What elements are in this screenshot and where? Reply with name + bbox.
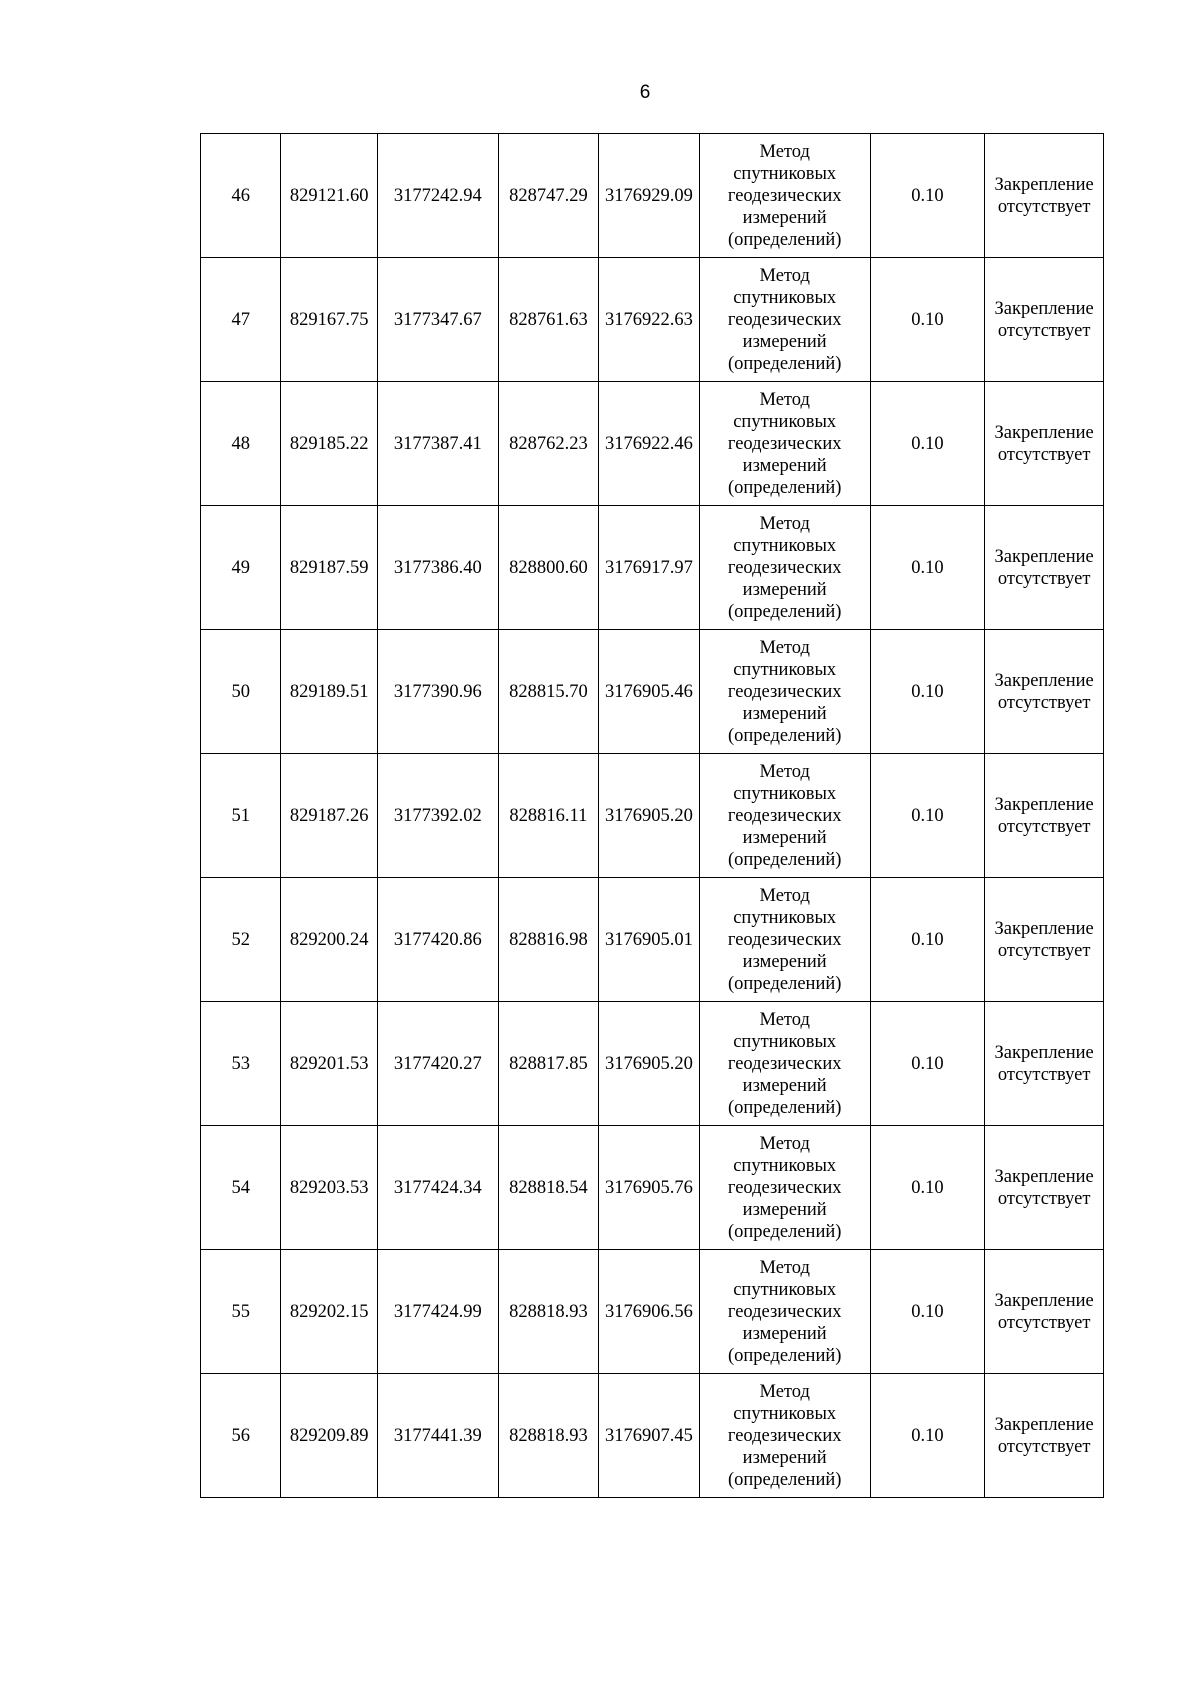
x1-coordinate-cell: 829209.89 <box>281 1374 378 1498</box>
fixing-cell <box>985 506 1104 630</box>
precision-cell: 0.10 <box>870 1250 985 1374</box>
method-cell <box>699 506 870 630</box>
precision-cell: 0.10 <box>870 1374 985 1498</box>
method-line: Метод <box>759 761 810 782</box>
method-line: Метод <box>759 637 810 658</box>
method-line: спутниковых <box>733 535 837 556</box>
x1-coordinate-cell: 829185.22 <box>281 382 378 506</box>
table-body <box>201 134 1104 1498</box>
method-line: измерений <box>742 1075 827 1096</box>
method-cell <box>699 382 870 506</box>
x1-coordinate-cell: 829200.24 <box>281 878 378 1002</box>
table-row <box>201 134 1104 258</box>
method-line: спутниковых <box>733 163 837 184</box>
x2-coordinate-cell: 828761.63 <box>498 258 599 382</box>
point-number-cell: 48 <box>201 382 281 506</box>
page-number: 6 <box>639 82 651 103</box>
y1-coordinate-cell: 3177387.41 <box>377 382 498 506</box>
fixing-line: Закрепление <box>994 1166 1094 1187</box>
method-line: (определений) <box>727 1221 842 1242</box>
method-cell <box>699 134 870 258</box>
y1-coordinate-cell: 3177347.67 <box>377 258 498 382</box>
point-number-cell: 46 <box>201 134 281 258</box>
table-row <box>201 878 1104 1002</box>
y2-coordinate-cell: 3176917.97 <box>599 506 700 630</box>
y2-coordinate-cell: 3176922.63 <box>599 258 700 382</box>
method-line: (определений) <box>727 601 842 622</box>
fixing-line: Закрепление <box>994 546 1094 567</box>
x2-coordinate-cell: 828818.54 <box>498 1126 599 1250</box>
method-line: (определений) <box>727 725 842 746</box>
y1-coordinate-cell: 3177424.34 <box>377 1126 498 1250</box>
x1-coordinate-cell: 829187.26 <box>281 754 378 878</box>
precision-cell: 0.10 <box>870 506 985 630</box>
method-line: измерений <box>742 331 827 352</box>
y2-coordinate-cell: 3176929.09 <box>599 134 700 258</box>
method-line: измерений <box>742 579 827 600</box>
fixing-line: отсутствует <box>997 1064 1091 1085</box>
point-number-cell: 54 <box>201 1126 281 1250</box>
precision-cell: 0.10 <box>870 754 985 878</box>
method-line: Метод <box>759 141 810 162</box>
y2-coordinate-cell: 3176906.56 <box>599 1250 700 1374</box>
x1-coordinate-cell: 829167.75 <box>281 258 378 382</box>
point-number-cell: 47 <box>201 258 281 382</box>
method-line: Метод <box>759 265 810 286</box>
method-cell <box>699 1002 870 1126</box>
y2-coordinate-cell: 3176905.76 <box>599 1126 700 1250</box>
method-line: (определений) <box>727 973 842 994</box>
point-number-cell: 51 <box>201 754 281 878</box>
method-line: геодезических <box>727 1425 842 1446</box>
method-line: геодезических <box>727 929 842 950</box>
precision-cell: 0.10 <box>870 630 985 754</box>
x1-coordinate-cell: 829187.59 <box>281 506 378 630</box>
x1-coordinate-cell: 829203.53 <box>281 1126 378 1250</box>
point-number-cell: 52 <box>201 878 281 1002</box>
x1-coordinate-cell: 829202.15 <box>281 1250 378 1374</box>
fixing-line: отсутствует <box>997 196 1091 217</box>
method-cell <box>699 630 870 754</box>
method-line: измерений <box>742 1199 827 1220</box>
method-line: Метод <box>759 389 810 410</box>
x2-coordinate-cell: 828816.11 <box>498 754 599 878</box>
y2-coordinate-cell: 3176905.20 <box>599 1002 700 1126</box>
method-line: спутниковых <box>733 907 837 928</box>
x2-coordinate-cell: 828816.98 <box>498 878 599 1002</box>
y1-coordinate-cell: 3177390.96 <box>377 630 498 754</box>
method-line: геодезических <box>727 1177 842 1198</box>
table-row <box>201 630 1104 754</box>
y1-coordinate-cell: 3177424.99 <box>377 1250 498 1374</box>
fixing-cell <box>985 754 1104 878</box>
method-line: геодезических <box>727 557 842 578</box>
fixing-line: Закрепление <box>994 298 1094 319</box>
method-line: спутниковых <box>733 287 837 308</box>
precision-cell: 0.10 <box>870 258 985 382</box>
precision-cell: 0.10 <box>870 1126 985 1250</box>
method-cell <box>699 754 870 878</box>
x2-coordinate-cell: 828818.93 <box>498 1250 599 1374</box>
table-row <box>201 506 1104 630</box>
method-line: спутниковых <box>733 411 837 432</box>
fixing-line: Закрепление <box>994 1290 1094 1311</box>
x2-coordinate-cell: 828818.93 <box>498 1374 599 1498</box>
point-number-cell: 55 <box>201 1250 281 1374</box>
table-row <box>201 382 1104 506</box>
fixing-line: Закрепление <box>994 918 1094 939</box>
fixing-line: Закрепление <box>994 1042 1094 1063</box>
precision-cell: 0.10 <box>870 134 985 258</box>
fixing-cell <box>985 258 1104 382</box>
point-number-cell: 49 <box>201 506 281 630</box>
method-line: спутниковых <box>733 783 837 804</box>
table-row <box>201 1126 1104 1250</box>
method-line: геодезических <box>727 1053 842 1074</box>
table-row <box>201 258 1104 382</box>
coordinates-table <box>200 133 1104 1498</box>
fixing-line: отсутствует <box>997 940 1091 961</box>
method-line: спутниковых <box>733 1155 837 1176</box>
fixing-cell <box>985 630 1104 754</box>
method-line: (определений) <box>727 477 842 498</box>
method-line: (определений) <box>727 1345 842 1366</box>
method-line: измерений <box>742 703 827 724</box>
method-cell <box>699 1126 870 1250</box>
point-number-cell: 56 <box>201 1374 281 1498</box>
fixing-line: Закрепление <box>994 1414 1094 1435</box>
method-line: Метод <box>759 1257 810 1278</box>
y1-coordinate-cell: 3177242.94 <box>377 134 498 258</box>
x2-coordinate-cell: 828815.70 <box>498 630 599 754</box>
method-line: спутниковых <box>733 1279 837 1300</box>
precision-cell: 0.10 <box>870 878 985 1002</box>
y2-coordinate-cell: 3176907.45 <box>599 1374 700 1498</box>
method-line: измерений <box>742 1323 827 1344</box>
method-line: геодезических <box>727 309 842 330</box>
table-row <box>201 1250 1104 1374</box>
fixing-cell <box>985 134 1104 258</box>
method-line: спутниковых <box>733 1403 837 1424</box>
fixing-line: Закрепление <box>994 174 1094 195</box>
method-cell <box>699 258 870 382</box>
method-cell <box>699 1374 870 1498</box>
fixing-cell <box>985 1374 1104 1498</box>
method-line: измерений <box>742 951 827 972</box>
fixing-cell <box>985 1002 1104 1126</box>
y2-coordinate-cell: 3176922.46 <box>599 382 700 506</box>
fixing-cell <box>985 878 1104 1002</box>
fixing-cell <box>985 1126 1104 1250</box>
precision-cell: 0.10 <box>870 382 985 506</box>
fixing-cell <box>985 382 1104 506</box>
method-line: (определений) <box>727 353 842 374</box>
fixing-line: отсутствует <box>997 320 1091 341</box>
table-row <box>201 1374 1104 1498</box>
method-line: Метод <box>759 1381 810 1402</box>
fixing-line: отсутствует <box>997 1188 1091 1209</box>
x2-coordinate-cell: 828747.29 <box>498 134 599 258</box>
y1-coordinate-cell: 3177420.86 <box>377 878 498 1002</box>
method-line: спутниковых <box>733 1031 837 1052</box>
fixing-line: Закрепление <box>994 670 1094 691</box>
method-line: (определений) <box>727 229 842 250</box>
y2-coordinate-cell: 3176905.20 <box>599 754 700 878</box>
table-row <box>201 1002 1104 1126</box>
table-row <box>201 754 1104 878</box>
method-line: измерений <box>742 827 827 848</box>
method-line: геодезических <box>727 185 842 206</box>
method-cell <box>699 878 870 1002</box>
y1-coordinate-cell: 3177392.02 <box>377 754 498 878</box>
y1-coordinate-cell: 3177420.27 <box>377 1002 498 1126</box>
method-line: измерений <box>742 455 827 476</box>
x1-coordinate-cell: 829201.53 <box>281 1002 378 1126</box>
fixing-cell <box>985 1250 1104 1374</box>
fixing-line: Закрепление <box>994 422 1094 443</box>
x1-coordinate-cell: 829121.60 <box>281 134 378 258</box>
fixing-line: отсутствует <box>997 816 1091 837</box>
fixing-line: отсутствует <box>997 444 1091 465</box>
fixing-line: отсутствует <box>997 1436 1091 1457</box>
y2-coordinate-cell: 3176905.46 <box>599 630 700 754</box>
x1-coordinate-cell: 829189.51 <box>281 630 378 754</box>
point-number-cell: 53 <box>201 1002 281 1126</box>
x2-coordinate-cell: 828800.60 <box>498 506 599 630</box>
method-line: Метод <box>759 1009 810 1030</box>
method-line: (определений) <box>727 1469 842 1490</box>
method-line: спутниковых <box>733 659 837 680</box>
y1-coordinate-cell: 3177441.39 <box>377 1374 498 1498</box>
y2-coordinate-cell: 3176905.01 <box>599 878 700 1002</box>
method-line: геодезических <box>727 805 842 826</box>
y1-coordinate-cell: 3177386.40 <box>377 506 498 630</box>
fixing-line: отсутствует <box>997 1312 1091 1333</box>
method-line: измерений <box>742 207 827 228</box>
method-line: геодезических <box>727 433 842 454</box>
fixing-line: Закрепление <box>994 794 1094 815</box>
point-number-cell: 50 <box>201 630 281 754</box>
precision-cell: 0.10 <box>870 1002 985 1126</box>
method-line: (определений) <box>727 1097 842 1118</box>
x2-coordinate-cell: 828817.85 <box>498 1002 599 1126</box>
fixing-line: отсутствует <box>997 692 1091 713</box>
fixing-line: отсутствует <box>997 568 1091 589</box>
method-line: Метод <box>759 885 810 906</box>
method-line: геодезических <box>727 1301 842 1322</box>
method-cell <box>699 1250 870 1374</box>
method-line: Метод <box>759 1133 810 1154</box>
x2-coordinate-cell: 828762.23 <box>498 382 599 506</box>
method-line: измерений <box>742 1447 827 1468</box>
method-line: Метод <box>759 513 810 534</box>
method-line: геодезических <box>727 681 842 702</box>
method-line: (определений) <box>727 849 842 870</box>
